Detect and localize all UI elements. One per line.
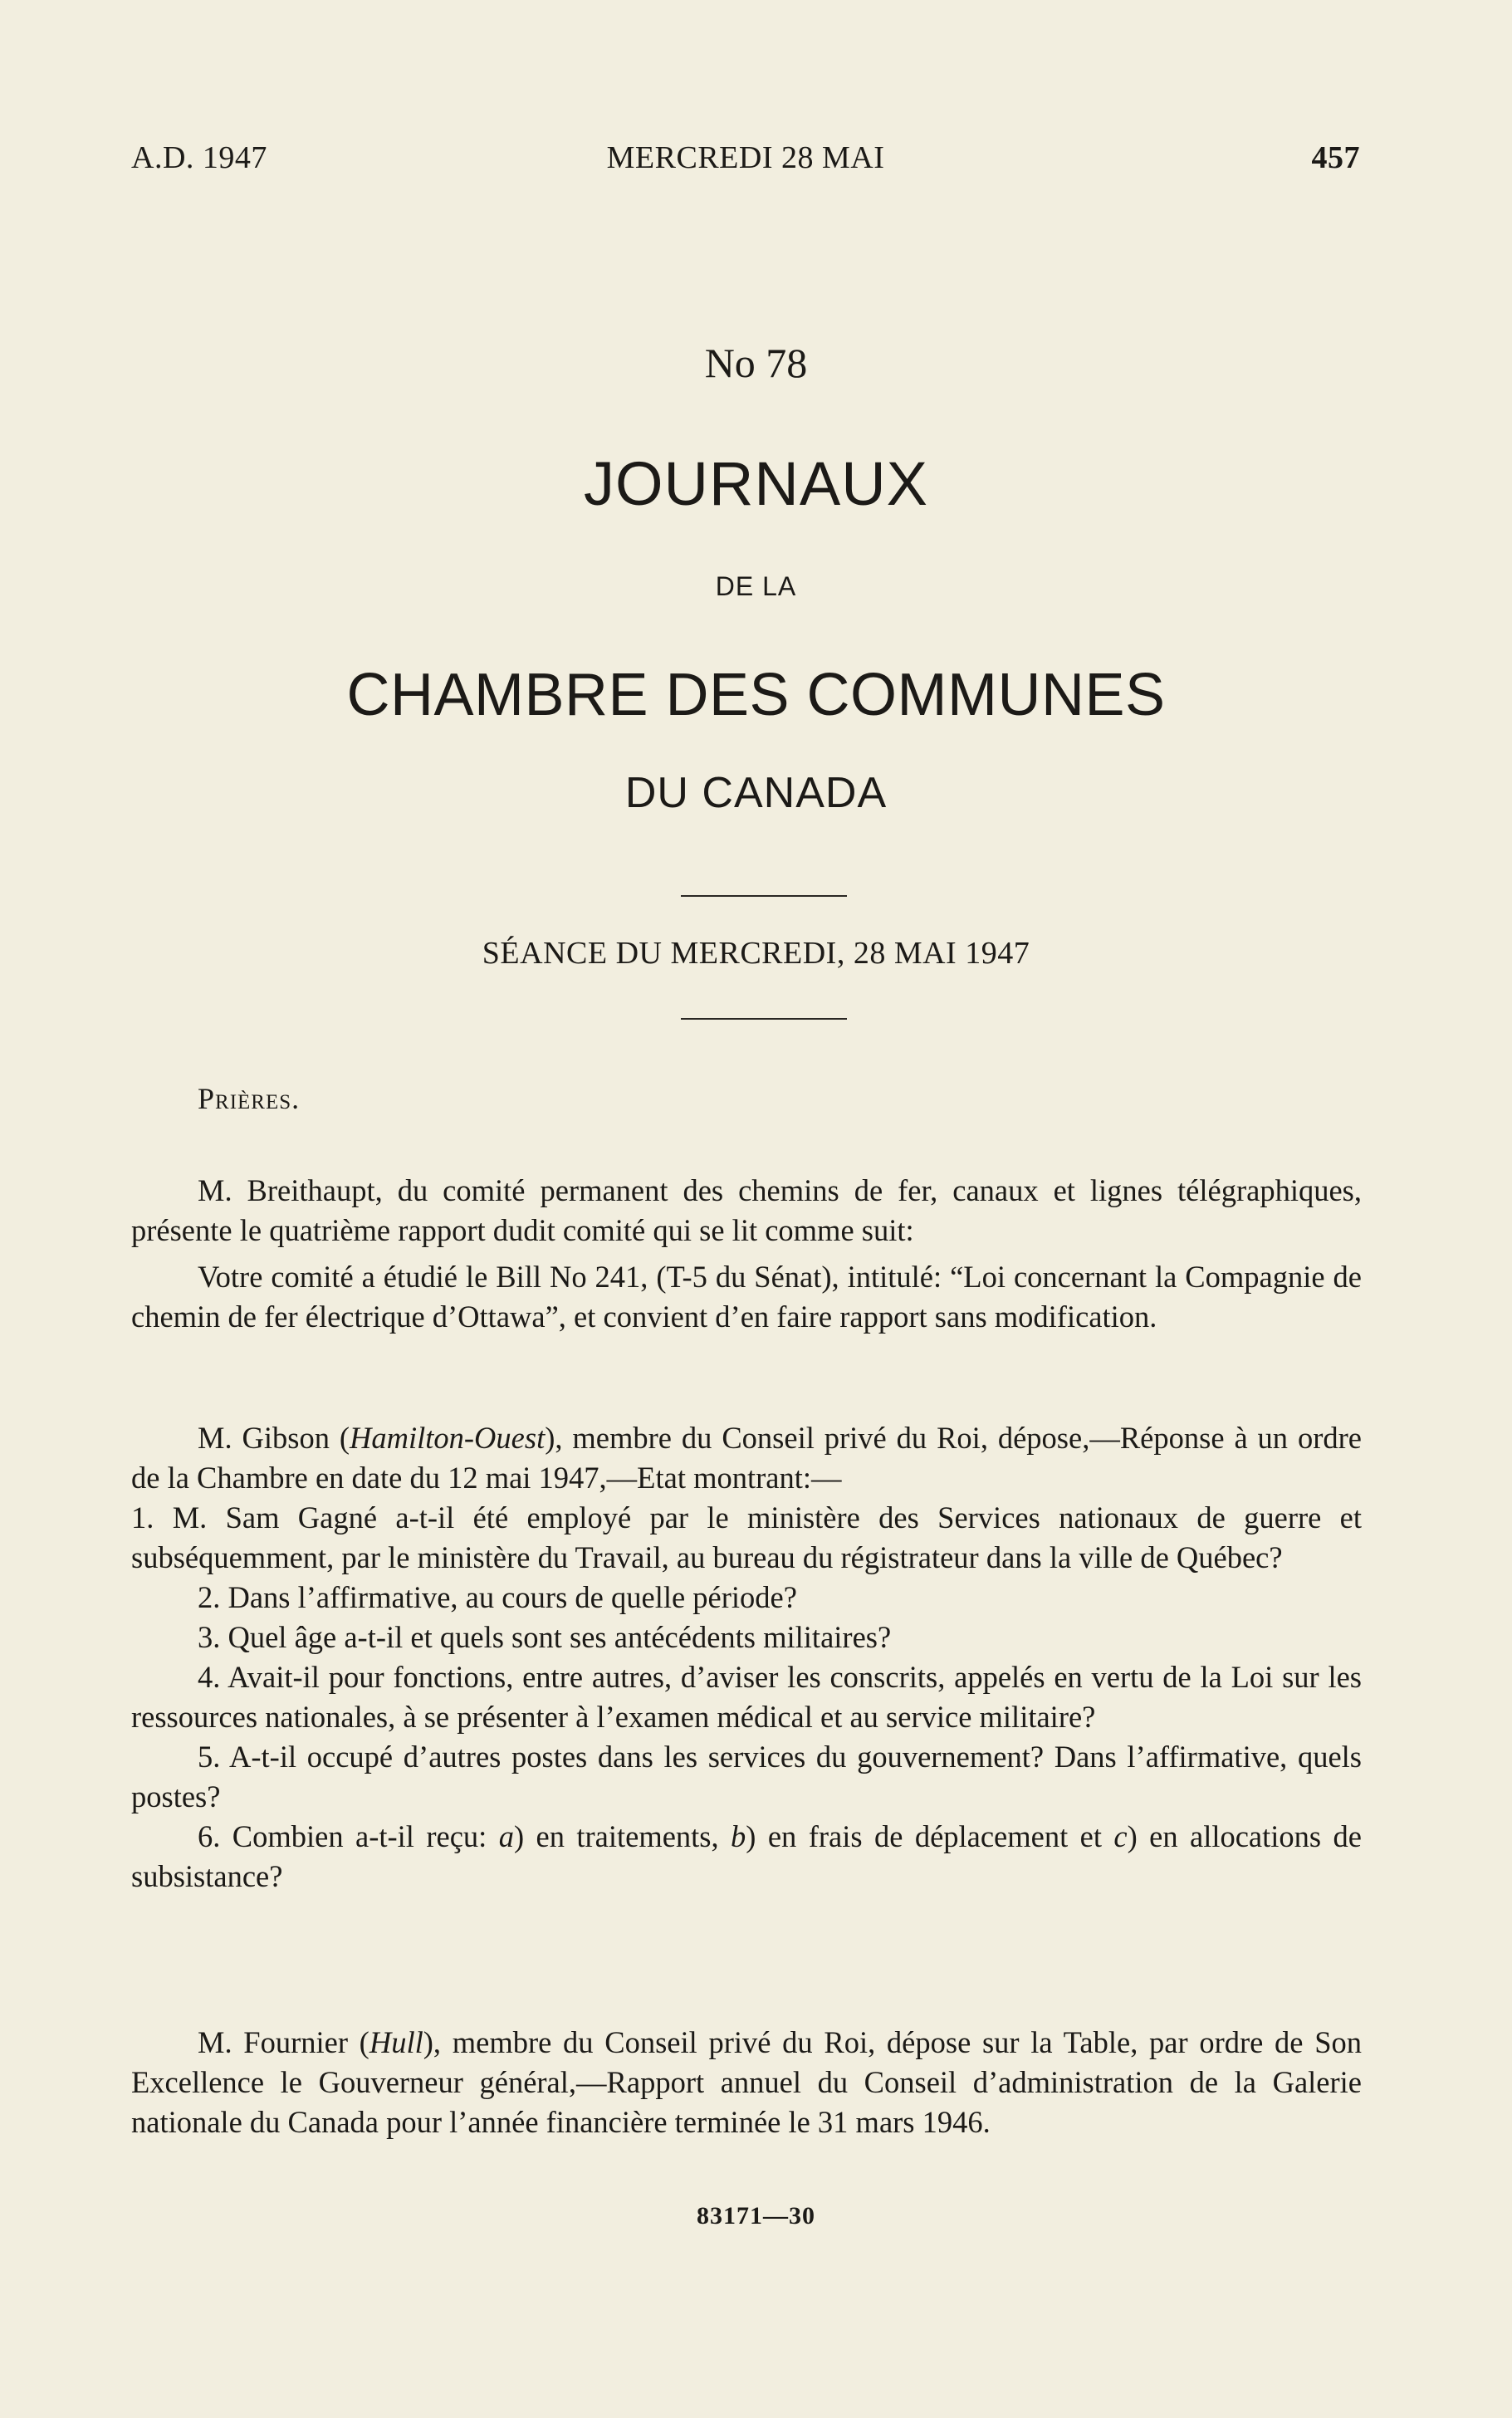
- gibson-name: M. Gibson (: [198, 1421, 350, 1455]
- session-heading: SÉANCE DU MERCREDI, 28 MAI 1947: [482, 936, 1030, 971]
- prayers-heading: Prières.: [198, 1082, 301, 1115]
- journal-number: No 78: [704, 340, 808, 386]
- question-6: 6. Combien a-t-il reçu: a) en traitements, b) en frais de déplacement et c) en allocations de subsistance?: [131, 1819, 1362, 1893]
- committee-report-paragraph: Votre comité a étudié le Bill No 241, (T-5 du Sénat), intitulé: “Loi concernant la Compagnie de chemin de fer électrique d’Ottawa”, et convient d’en faire rapport sans modification.: [131, 1260, 1362, 1334]
- gibson-riding: Hamilton-Ouest: [350, 1421, 546, 1455]
- title-du-canada: DU CANADA: [624, 769, 888, 817]
- header-date: MERCREDI 28 MAI: [606, 140, 885, 175]
- page-number: 457: [1311, 140, 1360, 175]
- fournier-section: [131, 2023, 1362, 2142]
- running-header: [131, 140, 1360, 179]
- fournier-paragraph: [131, 2023, 1362, 2142]
- breithaupt-section: [131, 1171, 1362, 1337]
- question-1: 1. M. Sam Gagné a-t-il été employé par le ministère des Services nationaux de guerre et subséquemment, par le ministère du Travail, au bureau du régistrateur dans la ville de Québec?: [131, 1500, 1362, 1574]
- fournier-riding: Hull: [369, 2025, 423, 2059]
- divider-bottom: [681, 1018, 847, 1020]
- question-2: 2. Dans l’affirmative, au cours de quelle période?: [198, 1580, 797, 1614]
- breithaupt-paragraph: M. Breithaupt, du comité permanent des chemins de fer, canaux et lignes télégraphiques, présente le quatrième rapport dudit comité qui se lit comme suit:: [131, 1173, 1362, 1247]
- title-chambre: CHAMBRE DES COMMUNES: [346, 662, 1166, 728]
- title-journaux: JOURNAUX: [583, 449, 929, 518]
- gibson-text: ), membre du Conseil privé du Roi, dépose,—Réponse à un ordre de la Chambre en date du 12 mai 1947,—Etat montrant:—: [131, 1421, 1362, 1495]
- fournier-name: M. Fournier (: [198, 2025, 369, 2059]
- divider-top: [681, 895, 847, 897]
- question-5: 5. A-t-il occupé d’autres postes dans les services du gouvernement? Dans l’affirmative, quels postes?: [131, 1740, 1362, 1814]
- question-3: 3. Quel âge a-t-il et quels sont ses antécédents militaires?: [198, 1620, 892, 1654]
- printer-code: 83171—30: [697, 2202, 815, 2230]
- question-4: 4. Avait-il pour fonctions, entre autres, d’aviser les conscrits, appelés en vertu de la Loi sur les ressources nationales, à se présenter à l’examen médical et au service militaire?: [131, 1660, 1362, 1734]
- fournier-text: ), membre du Conseil privé du Roi, dépose sur la Table, par ordre de Son Excellence le Gouverneur général,—Rapport annuel du Conseil d’administration de la Galerie nationale du Canada pour l’année financière terminée le 31 mars 1946.: [131, 2025, 1362, 2139]
- gibson-paragraph: [131, 1418, 1362, 1498]
- header-year: A.D. 1947: [131, 140, 267, 175]
- title-de-la: DE LA: [715, 571, 797, 601]
- gibson-section: [131, 1418, 1362, 1897]
